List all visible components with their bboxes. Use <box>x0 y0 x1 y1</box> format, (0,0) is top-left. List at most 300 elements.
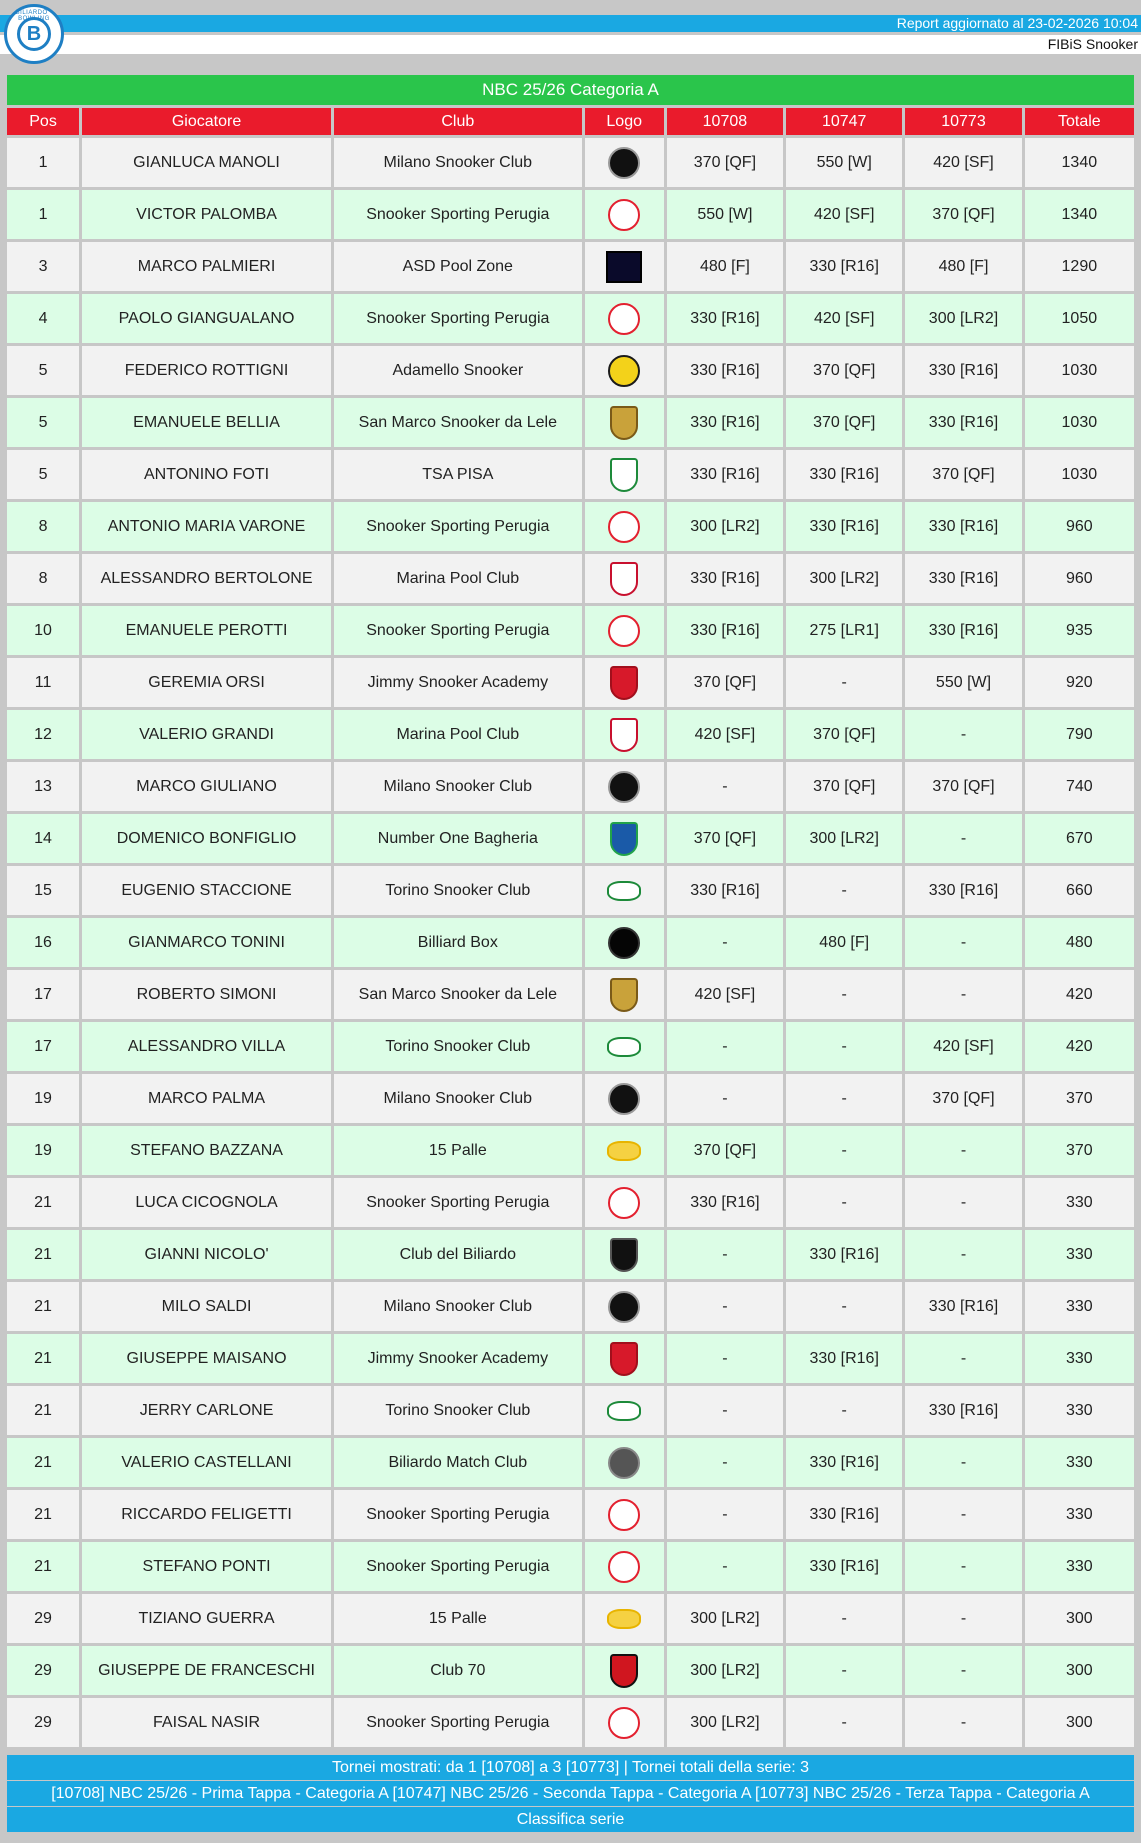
logo-cell <box>585 606 664 655</box>
pos-cell: 5 <box>7 398 79 447</box>
pos-cell: 16 <box>7 918 79 967</box>
player-cell[interactable]: EUGENIO STACCIONE <box>82 866 331 915</box>
tournament-3-cell: - <box>905 970 1021 1019</box>
tournament-2-cell: - <box>786 1698 902 1747</box>
table-row <box>7 554 1134 603</box>
club-logo-adamello-icon <box>608 355 640 387</box>
tournament-1-cell: - <box>667 1022 783 1071</box>
table-row <box>7 1490 1134 1539</box>
club-cell[interactable]: Milano Snooker Club <box>334 762 582 811</box>
tournament-1-cell: 330 [R16] <box>667 346 783 395</box>
table-header-row <box>7 108 1134 135</box>
tournament-1-cell: - <box>667 1542 783 1591</box>
total-cell: 330 <box>1025 1542 1134 1591</box>
club-logo-perugia-icon <box>608 615 640 647</box>
tournament-1-cell: 300 [LR2] <box>667 1646 783 1695</box>
logo-cell <box>585 918 664 967</box>
player-cell[interactable]: MARCO PALMIERI <box>82 242 331 291</box>
total-cell: 420 <box>1025 970 1134 1019</box>
pos-cell: 5 <box>7 346 79 395</box>
club-cell[interactable]: Snooker Sporting Perugia <box>334 294 582 343</box>
tournament-1-cell: 330 [R16] <box>667 554 783 603</box>
tournament-2-cell: - <box>786 1646 902 1695</box>
report-updated-bar <box>0 15 1141 32</box>
club-cell[interactable]: Snooker Sporting Perugia <box>334 502 582 551</box>
logo-cell <box>585 814 664 863</box>
total-cell: 790 <box>1025 710 1134 759</box>
tournament-2-cell: 420 [SF] <box>786 190 902 239</box>
total-cell: 1030 <box>1025 346 1134 395</box>
total-cell: 420 <box>1025 1022 1134 1071</box>
logo-cell <box>585 138 664 187</box>
player-cell[interactable]: GIANNI NICOLO' <box>82 1230 331 1279</box>
logo-cell <box>585 398 664 447</box>
table-row <box>7 1022 1134 1071</box>
player-cell[interactable]: GIANMARCO TONINI <box>82 918 331 967</box>
tournament-3-cell: - <box>905 1438 1021 1487</box>
tournament-2-cell: 300 [LR2] <box>786 554 902 603</box>
pos-cell: 12 <box>7 710 79 759</box>
table-row <box>7 346 1134 395</box>
tournament-3-cell: 480 [F] <box>905 242 1021 291</box>
player-cell[interactable]: VALERIO GRANDI <box>82 710 331 759</box>
club-cell[interactable]: Marina Pool Club <box>334 554 582 603</box>
logo-cell <box>585 502 664 551</box>
col-header-player[interactable]: Giocatore <box>82 108 331 135</box>
tournament-3-cell: 330 [R16] <box>905 1282 1021 1331</box>
club-cell[interactable]: Torino Snooker Club <box>334 866 582 915</box>
tournament-3-cell: 370 [QF] <box>905 190 1021 239</box>
pos-cell: 19 <box>7 1126 79 1175</box>
player-cell[interactable]: TIZIANO GUERRA <box>82 1594 331 1643</box>
club-logo-marina-icon <box>610 718 638 752</box>
club-cell[interactable]: 15 Palle <box>334 1126 582 1175</box>
table-row <box>7 502 1134 551</box>
col-header-tournament-2[interactable]: 10747 <box>786 108 902 135</box>
tournament-2-cell: 330 [R16] <box>786 1438 902 1487</box>
tournament-1-cell: - <box>667 1230 783 1279</box>
player-cell[interactable]: ALESSANDRO VILLA <box>82 1022 331 1071</box>
tournament-1-cell: 330 [R16] <box>667 294 783 343</box>
tournament-1-cell: 300 [LR2] <box>667 1698 783 1747</box>
club-logo-15palle-icon <box>607 1609 641 1629</box>
col-header-tournament-1[interactable]: 10708 <box>667 108 783 135</box>
player-cell[interactable]: LUCA CICOGNOLA <box>82 1178 331 1227</box>
club-cell[interactable]: Biliardo Match Club <box>334 1438 582 1487</box>
club-logo-poolzone-icon <box>606 251 642 283</box>
col-header-tournament-3[interactable]: 10773 <box>905 108 1021 135</box>
logo-cell <box>585 658 664 707</box>
club-cell[interactable]: Number One Bagheria <box>334 814 582 863</box>
series-ranking-link[interactable] <box>7 1807 1134 1832</box>
player-cell[interactable]: ANTONIO MARIA VARONE <box>82 502 331 551</box>
club-logo-torino-icon <box>607 1401 641 1421</box>
tournament-2-cell: 420 [SF] <box>786 294 902 343</box>
tournament-3-cell: - <box>905 1178 1021 1227</box>
tournament-2-cell: 330 [R16] <box>786 1542 902 1591</box>
club-logo-matchclub-icon <box>608 1447 640 1479</box>
club-logo-club70-icon <box>610 1654 638 1688</box>
total-cell: 330 <box>1025 1334 1134 1383</box>
col-header-logo: Logo <box>585 108 664 135</box>
pos-cell: 8 <box>7 554 79 603</box>
total-cell: 330 <box>1025 1230 1134 1279</box>
club-cell[interactable]: Billiard Box <box>334 918 582 967</box>
tournament-1-cell: - <box>667 918 783 967</box>
club-logo-biliardo-icon <box>610 1238 638 1272</box>
player-cell[interactable]: STEFANO BAZZANA <box>82 1126 331 1175</box>
tournament-3-cell: - <box>905 1230 1021 1279</box>
player-cell[interactable]: GIANLUCA MANOLI <box>82 138 331 187</box>
table-row <box>7 1698 1134 1747</box>
table-row <box>7 970 1134 1019</box>
tournament-3-cell: 550 [W] <box>905 658 1021 707</box>
pos-cell: 1 <box>7 190 79 239</box>
player-cell[interactable]: GIUSEPPE DE FRANCESCHI <box>82 1646 331 1695</box>
player-cell[interactable]: RICCARDO FELIGETTI <box>82 1490 331 1539</box>
pos-cell: 4 <box>7 294 79 343</box>
logo-cell <box>585 970 664 1019</box>
table-row <box>7 138 1134 187</box>
table-row <box>7 918 1134 967</box>
series-ranking-link-label[interactable]: Classifica serie <box>516 1811 625 1828</box>
tournament-2-cell: - <box>786 1386 902 1435</box>
pos-cell: 21 <box>7 1490 79 1539</box>
club-logo-perugia-icon <box>608 1707 640 1739</box>
pos-cell: 29 <box>7 1698 79 1747</box>
table-row <box>7 242 1134 291</box>
total-cell: 300 <box>1025 1594 1134 1643</box>
club-logo-perugia-icon <box>608 1499 640 1531</box>
club-logo-perugia-icon <box>608 1187 640 1219</box>
logo-cell <box>585 1386 664 1435</box>
col-header-pos[interactable]: Pos <box>7 108 79 135</box>
pos-cell: 21 <box>7 1230 79 1279</box>
player-cell[interactable]: FAISAL NASIR <box>82 1698 331 1747</box>
club-cell[interactable]: Snooker Sporting Perugia <box>334 1178 582 1227</box>
tournaments-legend-text: [10708] NBC 25/26 - Prima Tappa - Categoria A [10747] NBC 25/26 - Seconda Tappa - Categoria A [10773] NBC 25/26 - Terza Tappa - Categoria A <box>51 1785 1090 1802</box>
pos-cell: 29 <box>7 1646 79 1695</box>
pos-cell: 1 <box>7 138 79 187</box>
total-cell: 330 <box>1025 1386 1134 1435</box>
logo-cell <box>585 866 664 915</box>
club-cell[interactable]: Snooker Sporting Perugia <box>334 1542 582 1591</box>
tournament-1-cell: 370 [QF] <box>667 1126 783 1175</box>
logo-cell <box>585 1646 664 1695</box>
table-row <box>7 710 1134 759</box>
logo-cell <box>585 710 664 759</box>
player-cell[interactable]: ROBERTO SIMONI <box>82 970 331 1019</box>
logo-cell <box>585 242 664 291</box>
player-cell[interactable]: MARCO PALMA <box>82 1074 331 1123</box>
total-cell: 660 <box>1025 866 1134 915</box>
tournament-2-cell: 330 [R16] <box>786 242 902 291</box>
tournament-3-cell: 330 [R16] <box>905 346 1021 395</box>
club-cell[interactable]: TSA PISA <box>334 450 582 499</box>
club-cell[interactable]: Snooker Sporting Perugia <box>334 1698 582 1747</box>
total-cell: 935 <box>1025 606 1134 655</box>
logo-ring-text: BILIARDO · BOWLING <box>15 10 53 22</box>
tournament-3-cell: - <box>905 1334 1021 1383</box>
club-cell[interactable]: Milano Snooker Club <box>334 1074 582 1123</box>
tournament-3-cell: 300 [LR2] <box>905 294 1021 343</box>
club-cell[interactable]: San Marco Snooker da Lele <box>334 970 582 1019</box>
total-cell: 370 <box>1025 1074 1134 1123</box>
player-cell[interactable]: MARCO GIULIANO <box>82 762 331 811</box>
total-cell: 1290 <box>1025 242 1134 291</box>
pos-cell: 8 <box>7 502 79 551</box>
logo-cell <box>585 1438 664 1487</box>
table-row <box>7 1646 1134 1695</box>
club-cell[interactable]: Club 70 <box>334 1646 582 1695</box>
logo-cell <box>585 1022 664 1071</box>
club-cell[interactable]: Milano Snooker Club <box>334 1282 582 1331</box>
total-cell: 330 <box>1025 1282 1134 1331</box>
club-cell[interactable]: Club del Biliardo <box>334 1230 582 1279</box>
pos-cell: 14 <box>7 814 79 863</box>
table-row <box>7 762 1134 811</box>
ranking-block <box>7 75 1134 1750</box>
tournament-2-cell: - <box>786 1074 902 1123</box>
report-updated-text: Report aggiornato al 23-02-2026 10:04 <box>896 15 1138 31</box>
tournament-3-cell: 370 [QF] <box>905 1074 1021 1123</box>
pos-cell: 21 <box>7 1334 79 1383</box>
logo-cell <box>585 1074 664 1123</box>
player-cell[interactable]: GIUSEPPE MAISANO <box>82 1334 331 1383</box>
table-row <box>7 1334 1134 1383</box>
tournament-3-cell: 330 [R16] <box>905 554 1021 603</box>
tournament-1-cell: 370 [QF] <box>667 138 783 187</box>
player-cell[interactable]: EMANUELE BELLIA <box>82 398 331 447</box>
tournament-1-cell: 370 [QF] <box>667 814 783 863</box>
table-row <box>7 1282 1134 1331</box>
tournament-3-cell: - <box>905 1594 1021 1643</box>
ranking-rows <box>7 138 1134 1747</box>
col-header-total[interactable]: Totale <box>1025 108 1134 135</box>
tournament-3-cell: - <box>905 1698 1021 1747</box>
player-cell[interactable]: VICTOR PALOMBA <box>82 190 331 239</box>
club-cell[interactable]: Torino Snooker Club <box>334 1022 582 1071</box>
pos-cell: 10 <box>7 606 79 655</box>
org-name-bar <box>0 35 1141 54</box>
table-row <box>7 1438 1134 1487</box>
player-cell[interactable]: MILO SALDI <box>82 1282 331 1331</box>
logo-cell <box>585 554 664 603</box>
tournament-2-cell: 480 [F] <box>786 918 902 967</box>
logo-cell <box>585 1178 664 1227</box>
club-logo-jimmy-icon <box>610 1342 638 1376</box>
player-cell[interactable]: ANTONINO FOTI <box>82 450 331 499</box>
tournament-1-cell: 370 [QF] <box>667 658 783 707</box>
table-row <box>7 1126 1134 1175</box>
table-row <box>7 1386 1134 1435</box>
logo-cell <box>585 1698 664 1747</box>
total-cell: 300 <box>1025 1698 1134 1747</box>
tournament-2-cell: 550 [W] <box>786 138 902 187</box>
logo-cell <box>585 450 664 499</box>
fibis-logo <box>4 4 64 64</box>
club-logo-marina-icon <box>610 562 638 596</box>
tournament-3-cell: 420 [SF] <box>905 138 1021 187</box>
table-row <box>7 606 1134 655</box>
total-cell: 1030 <box>1025 398 1134 447</box>
table-row <box>7 398 1134 447</box>
tournament-1-cell: - <box>667 1334 783 1383</box>
club-logo-milano-icon <box>608 1291 640 1323</box>
player-cell[interactable]: JERRY CARLONE <box>82 1386 331 1435</box>
tournament-3-cell: 370 [QF] <box>905 762 1021 811</box>
club-logo-billiardbox-icon <box>608 927 640 959</box>
tournament-3-cell: - <box>905 1126 1021 1175</box>
club-logo-milano-icon <box>608 1083 640 1115</box>
tournament-3-cell: 330 [R16] <box>905 866 1021 915</box>
tournament-2-cell: 275 [LR1] <box>786 606 902 655</box>
pos-cell: 11 <box>7 658 79 707</box>
club-cell[interactable]: Snooker Sporting Perugia <box>334 606 582 655</box>
logo-cell <box>585 294 664 343</box>
fibis-logo-mark: B <box>17 17 51 51</box>
ranking-table <box>4 105 1137 1750</box>
table-row <box>7 450 1134 499</box>
player-cell[interactable]: VALERIO CASTELLANI <box>82 1438 331 1487</box>
tournament-2-cell: - <box>786 1282 902 1331</box>
total-cell: 920 <box>1025 658 1134 707</box>
logo-cell <box>585 1126 664 1175</box>
tournament-3-cell: 330 [R16] <box>905 502 1021 551</box>
tournament-1-cell: 420 [SF] <box>667 710 783 759</box>
logo-cell <box>585 1490 664 1539</box>
table-title: NBC 25/26 Categoria A <box>7 75 1134 105</box>
tournament-2-cell: 370 [QF] <box>786 398 902 447</box>
tournament-3-cell: 330 [R16] <box>905 606 1021 655</box>
club-cell[interactable]: 15 Palle <box>334 1594 582 1643</box>
pos-cell: 21 <box>7 1542 79 1591</box>
tournament-1-cell: - <box>667 1282 783 1331</box>
pos-cell: 29 <box>7 1594 79 1643</box>
club-logo-sanmarco-icon <box>610 406 638 440</box>
pos-cell: 19 <box>7 1074 79 1123</box>
club-logo-perugia-icon <box>608 303 640 335</box>
tournament-2-cell: 370 [QF] <box>786 762 902 811</box>
tournament-3-cell: - <box>905 918 1021 967</box>
club-cell[interactable]: Snooker Sporting Perugia <box>334 1490 582 1539</box>
tournament-1-cell: 330 [R16] <box>667 450 783 499</box>
org-name: FIBiS Snooker <box>1047 36 1138 52</box>
tournament-3-cell: - <box>905 1542 1021 1591</box>
tournament-2-cell: 370 [QF] <box>786 710 902 759</box>
club-cell[interactable]: Adamello Snooker <box>334 346 582 395</box>
club-cell[interactable]: Marina Pool Club <box>334 710 582 759</box>
tournament-2-cell: 330 [R16] <box>786 1334 902 1383</box>
tournament-3-cell: - <box>905 710 1021 759</box>
player-cell[interactable]: EMANUELE PEROTTI <box>82 606 331 655</box>
tournament-1-cell: 300 [LR2] <box>667 1594 783 1643</box>
logo-cell <box>585 1542 664 1591</box>
total-cell: 370 <box>1025 1126 1134 1175</box>
pos-cell: 13 <box>7 762 79 811</box>
pos-cell: 17 <box>7 1022 79 1071</box>
club-logo-torino-icon <box>607 1037 641 1057</box>
tournament-3-cell: 330 [R16] <box>905 1386 1021 1435</box>
tournament-2-cell: 370 [QF] <box>786 346 902 395</box>
club-logo-jimmy-icon <box>610 666 638 700</box>
tournament-2-cell: - <box>786 658 902 707</box>
club-cell[interactable]: San Marco Snooker da Lele <box>334 398 582 447</box>
club-logo-perugia-icon <box>608 1551 640 1583</box>
player-cell[interactable]: STEFANO PONTI <box>82 1542 331 1591</box>
logo-cell <box>585 762 664 811</box>
club-logo-15palle-icon <box>607 1141 641 1161</box>
tournament-3-cell: - <box>905 1646 1021 1695</box>
total-cell: 330 <box>1025 1438 1134 1487</box>
tournament-2-cell: - <box>786 866 902 915</box>
club-logo-sanmarco-icon <box>610 978 638 1012</box>
tournament-3-cell: - <box>905 1490 1021 1539</box>
tournament-3-cell: 330 [R16] <box>905 398 1021 447</box>
tournament-1-cell: - <box>667 1074 783 1123</box>
table-row <box>7 866 1134 915</box>
pos-cell: 21 <box>7 1282 79 1331</box>
table-row <box>7 658 1134 707</box>
club-cell[interactable]: ASD Pool Zone <box>334 242 582 291</box>
table-row <box>7 1178 1134 1227</box>
club-logo-perugia-icon <box>608 199 640 231</box>
logo-cell <box>585 1230 664 1279</box>
club-cell[interactable]: Jimmy Snooker Academy <box>334 658 582 707</box>
tournament-1-cell: - <box>667 1386 783 1435</box>
tournament-1-cell: - <box>667 1490 783 1539</box>
player-cell[interactable]: FEDERICO ROTTIGNI <box>82 346 331 395</box>
tournament-2-cell: 330 [R16] <box>786 1490 902 1539</box>
logo-cell <box>585 346 664 395</box>
tournament-2-cell: 330 [R16] <box>786 450 902 499</box>
tournament-3-cell: - <box>905 814 1021 863</box>
tournaments-shown-text: Tornei mostrati: da 1 [10708] a 3 [10773] | Tornei totali della serie: 3 <box>331 1759 810 1776</box>
tournament-1-cell: - <box>667 762 783 811</box>
pos-cell: 21 <box>7 1178 79 1227</box>
tournament-1-cell: 330 [R16] <box>667 1178 783 1227</box>
tournament-1-cell: 330 [R16] <box>667 606 783 655</box>
club-logo-torino-icon <box>607 881 641 901</box>
player-cell[interactable]: DOMENICO BONFIGLIO <box>82 814 331 863</box>
logo-cell <box>585 1334 664 1383</box>
table-row <box>7 1230 1134 1279</box>
logo-cell <box>585 190 664 239</box>
col-header-club[interactable]: Club <box>334 108 582 135</box>
tournament-3-cell: 420 [SF] <box>905 1022 1021 1071</box>
club-cell[interactable]: Snooker Sporting Perugia <box>334 190 582 239</box>
tournament-1-cell: 330 [R16] <box>667 866 783 915</box>
club-logo-milano-icon <box>608 147 640 179</box>
tournament-2-cell: 330 [R16] <box>786 502 902 551</box>
club-cell[interactable]: Milano Snooker Club <box>334 138 582 187</box>
tournament-2-cell: - <box>786 1022 902 1071</box>
total-cell: 300 <box>1025 1646 1134 1695</box>
total-cell: 330 <box>1025 1178 1134 1227</box>
total-cell: 960 <box>1025 502 1134 551</box>
total-cell: 480 <box>1025 918 1134 967</box>
player-cell[interactable]: PAOLO GIANGUALANO <box>82 294 331 343</box>
club-cell[interactable]: Torino Snooker Club <box>334 1386 582 1435</box>
player-cell[interactable]: ALESSANDRO BERTOLONE <box>82 554 331 603</box>
pos-cell: 21 <box>7 1386 79 1435</box>
club-cell[interactable]: Jimmy Snooker Academy <box>334 1334 582 1383</box>
total-cell: 670 <box>1025 814 1134 863</box>
player-cell[interactable]: GEREMIA ORSI <box>82 658 331 707</box>
tournament-2-cell: 300 [LR2] <box>786 814 902 863</box>
tournament-1-cell: 480 [F] <box>667 242 783 291</box>
tournament-1-cell: 330 [R16] <box>667 398 783 447</box>
